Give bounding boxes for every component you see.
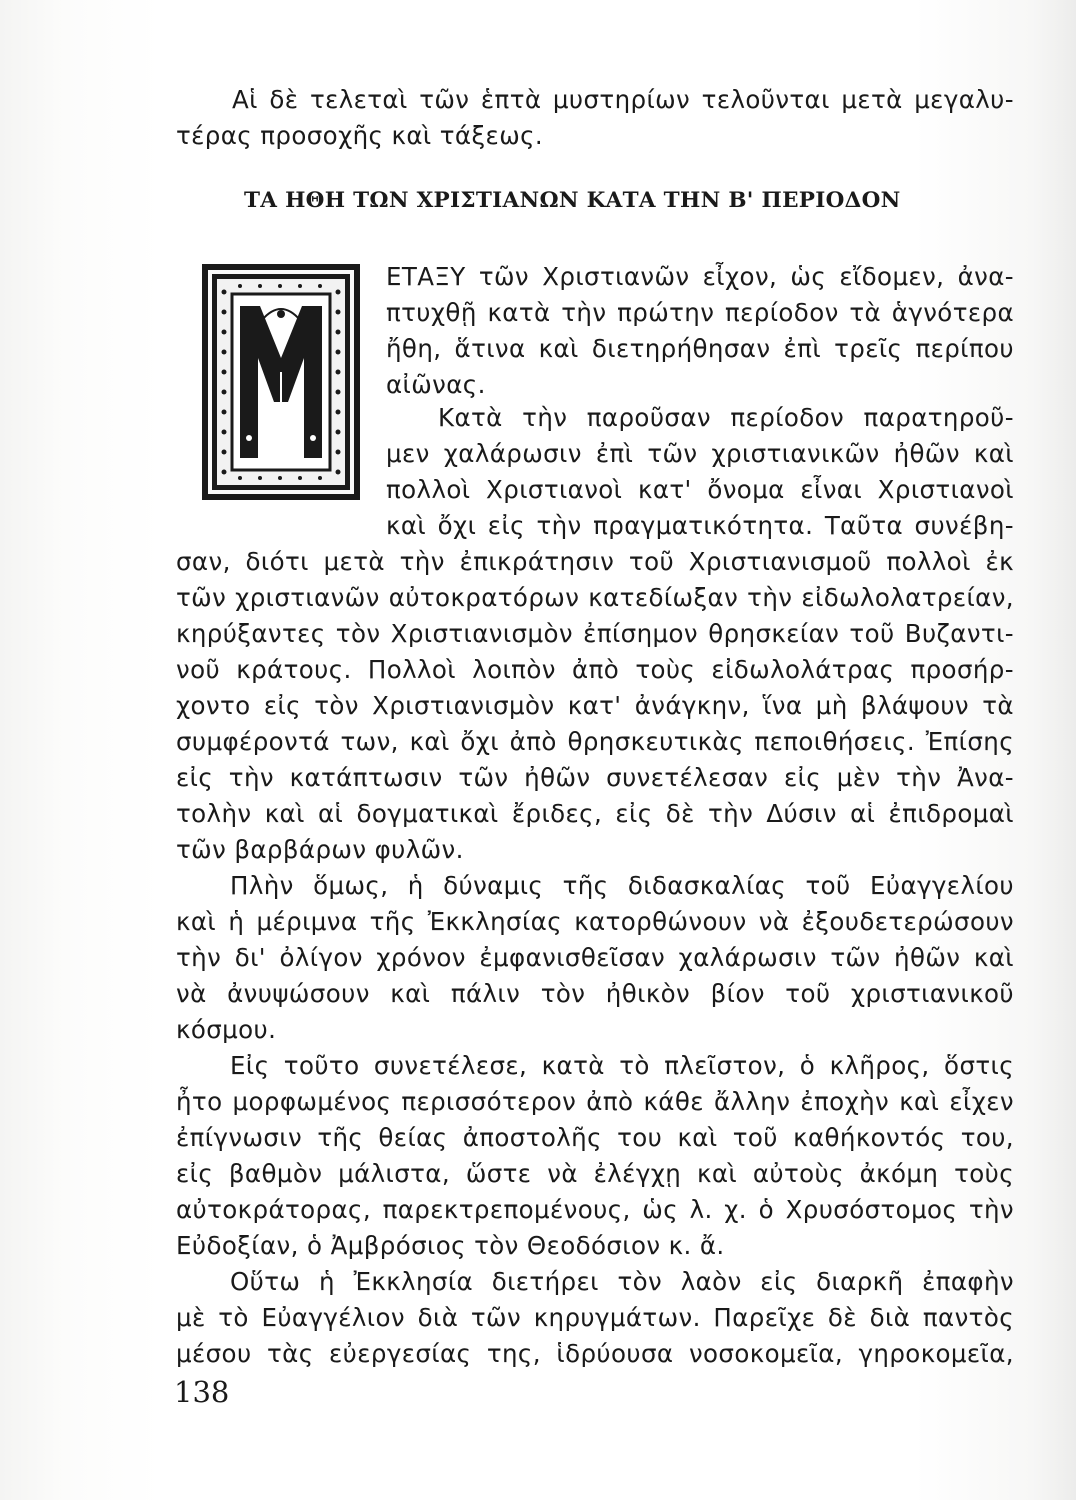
text-line: αὐτοκράτορας, παρεκτρεπομένους, ὡς λ. χ. ὁ Χρυσόστομος τὴν bbox=[176, 1195, 1014, 1224]
text-line: αἰῶνας. bbox=[386, 370, 486, 399]
page-number: 138 bbox=[174, 1375, 230, 1409]
text-line: καὶ ἡ μέριμνα τῆς Ἐκκλησίας κατορθώνουν νὰ ἐξουδετερώσουν bbox=[176, 907, 1014, 936]
text-line: Κατὰ τὴν παροῦσαν περίοδον παρατηροῦ- bbox=[438, 403, 1014, 432]
decorated-initial-m bbox=[200, 262, 362, 502]
text-line: τὴν δι' ὀλίγον χρόνον ἐμφανισθεῖσαν χαλάρωσιν τῶν ἠθῶν καὶ bbox=[176, 943, 1014, 972]
text-line: πτυχθῇ κατὰ τὴν πρώτην περίοδον τὰ ἁγνότερα bbox=[386, 298, 1014, 327]
text-line: τέρας προσοχῆς καὶ τάξεως. bbox=[176, 121, 544, 150]
section-heading: ΤΑ ΗΘΗ ΤΩΝ ΧΡΙΣΤΙΑΝΩΝ ΚΑΤΑ ΤΗΝ Β' ΠΕΡΙΟΔΟΝ bbox=[244, 188, 901, 213]
text-line: πολλοὶ Χριστιανοὶ κατ' ὄνομα εἶναι Χριστιανοὶ bbox=[386, 475, 1014, 504]
text-line: ΕΤΑΞΥ τῶν Χριστιανῶν εἶχον, ὡς εἴδομεν, ἀνα- bbox=[386, 262, 1014, 291]
text-line: συμφέροντά των, καὶ ὄχι ἀπὸ θρησκευτικὰς πεποιθήσεις. Ἐπίσης bbox=[176, 727, 1014, 756]
text-line: ἐπίγνωσιν τῆς θείας ἀποστολῆς του καὶ τοῦ καθήκοντός του, bbox=[176, 1123, 1014, 1152]
text-line: Αἱ δὲ τελεταὶ τῶν ἑπτὰ μυστηρίων τελοῦνται μετὰ μεγαλυ- bbox=[232, 85, 1014, 114]
text-line: τῶν βαρβάρων φυλῶν. bbox=[176, 835, 464, 864]
text-line: καὶ ὄχι εἰς τὴν πραγματικότητα. Ταῦτα συνέβη- bbox=[386, 511, 1014, 540]
text-line: εἰς τὴν κατάπτωσιν τῶν ἠθῶν συνετέλεσαν εἰς μὲν τὴν Ἀνα- bbox=[176, 763, 1014, 792]
text-line: Πλὴν ὅμως, ἡ δύναμις τῆς διδασκαλίας τοῦ Εὐαγγελίου bbox=[230, 871, 1014, 900]
text-line: τολὴν καὶ αἱ δογματικαὶ ἔριδες, εἰς δὲ τὴν Δύσιν αἱ ἐπιδρομαὶ bbox=[176, 799, 1014, 828]
text-line: ἤθη, ἅτινα καὶ διετηρήθησαν ἐπὶ τρεῖς περίπου bbox=[386, 334, 1014, 363]
text-line: σαν, διότι μετὰ τὴν ἐπικράτησιν τοῦ Χριστιανισμοῦ πολλοὶ ἐκ bbox=[176, 547, 1014, 576]
text-line: εἰς βαθμὸν μάλιστα, ὥστε νὰ ἐλέγχῃ καὶ αὐτοὺς ἀκόμη τοὺς bbox=[176, 1159, 1014, 1188]
text-line: ἦτο μορφωμένος περισσότερον ἀπὸ κάθε ἄλλην ἐποχὴν καὶ εἶχεν bbox=[176, 1087, 1014, 1116]
text-line: μὲ τὸ Εὐαγγέλιον διὰ τῶν κηρυγμάτων. Παρεῖχε δὲ διὰ παντὸς bbox=[176, 1303, 1014, 1332]
text-line: Εὐδοξίαν, ὁ Ἀμβρόσιος τὸν Θεοδόσιον κ. ἄ. bbox=[176, 1231, 725, 1260]
text-line: νὰ ἀνυψώσουν καὶ πάλιν τὸν ἠθικὸν βίον τοῦ χριστιανικοῦ bbox=[176, 979, 1014, 1008]
text-line: κόσμου. bbox=[176, 1015, 277, 1044]
text-line: χοντο εἰς τὸν Χριστιανισμὸν κατ' ἀνάγκην, ἵνα μὴ βλάψουν τὰ bbox=[176, 691, 1014, 720]
text-line: νοῦ κράτους. Πολλοὶ λοιπὸν ἀπὸ τοὺς εἰδωλολάτρας προσήρ- bbox=[176, 655, 1014, 684]
text-line: μεν χαλάρωσιν ἐπὶ τῶν χριστιανικῶν ἠθῶν καὶ bbox=[386, 439, 1014, 468]
text-line: Οὕτω ἡ Ἐκκλησία διετήρει τὸν λαὸν εἰς διαρκῆ ἐπαφὴν bbox=[230, 1267, 1014, 1296]
text-line: τῶν χριστιανῶν αὐτοκρατόρων κατεδίωξαν τὴν εἰδωλολατρείαν, bbox=[176, 583, 1014, 612]
text-line: κηρύξαντες τὸν Χριστιανισμὸν ἐπίσημον θρησκείαν τοῦ Βυζαντι- bbox=[176, 619, 1014, 648]
text-line: Εἰς τοῦτο συνετέλεσε, κατὰ τὸ πλεῖστον, ὁ κλῆρος, ὅστις bbox=[230, 1051, 1014, 1080]
text-line: μέσου τὰς εὐεργεσίας της, ἱδρύουσα νοσοκομεῖα, γηροκομεῖα, bbox=[176, 1339, 1014, 1368]
